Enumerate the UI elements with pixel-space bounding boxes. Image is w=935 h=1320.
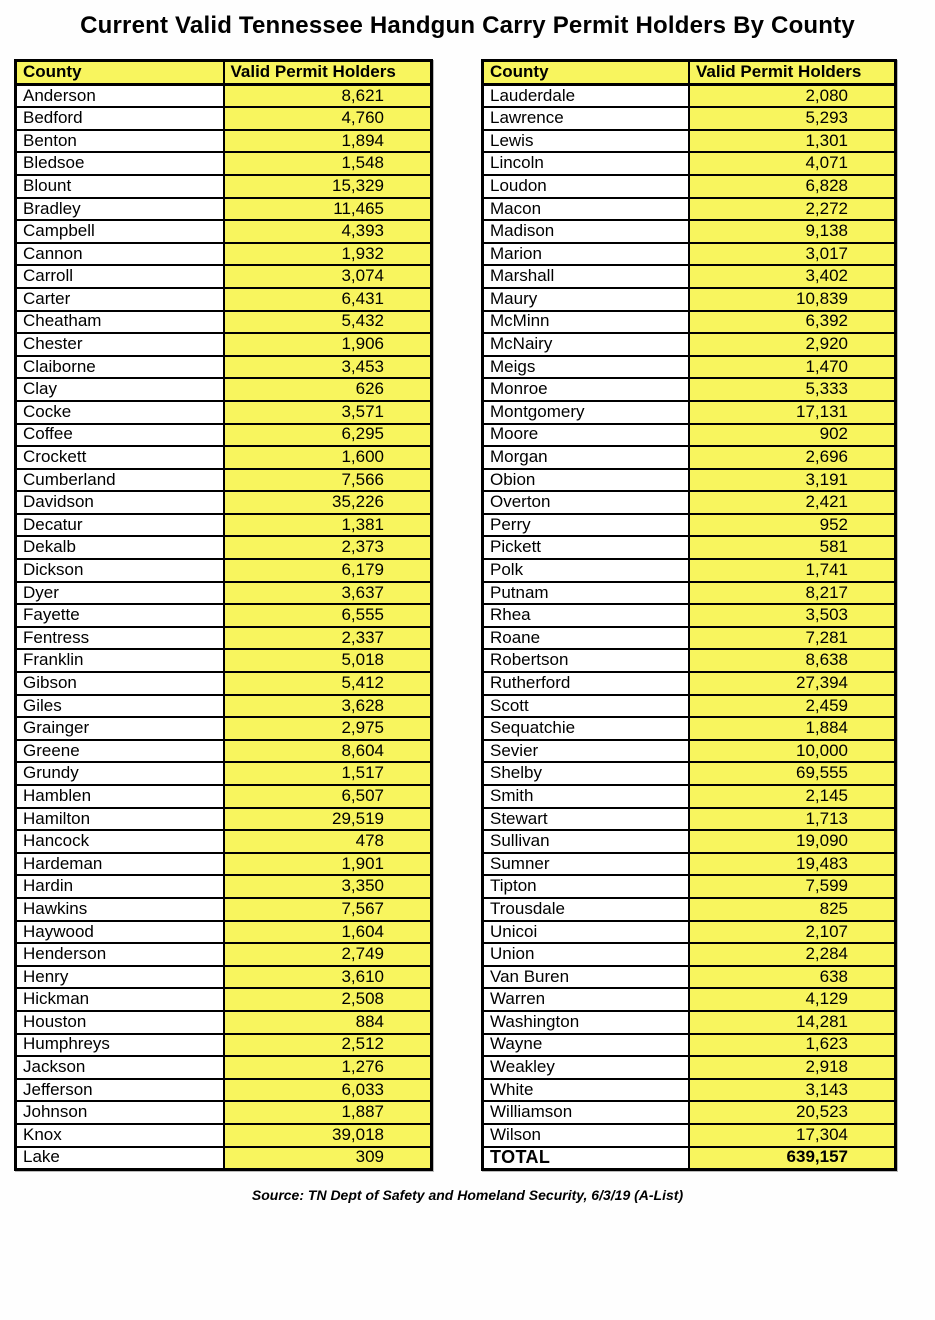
table-row [16, 288, 432, 311]
permit-count-cell: 581 [689, 536, 896, 559]
permit-count-cell: 1,301 [689, 130, 896, 153]
county-name-cell: Marshall [483, 265, 690, 288]
table-row [483, 311, 896, 334]
county-name-cell: Monroe [483, 378, 690, 401]
table-row [483, 1079, 896, 1102]
permit-count-cell: 309 [224, 1147, 432, 1170]
county-name-cell: Humphreys [16, 1034, 224, 1057]
table-row [483, 1124, 896, 1147]
permit-count-cell: 9,138 [689, 220, 896, 243]
permit-count-cell: 4,071 [689, 152, 896, 175]
permit-count-cell: 2,696 [689, 446, 896, 469]
permit-count-cell: 2,749 [224, 943, 432, 966]
county-name-cell: Macon [483, 198, 690, 221]
table-row [483, 84, 896, 107]
county-name-cell: Lake [16, 1147, 224, 1170]
county-name-cell: Hamblen [16, 785, 224, 808]
table-row [483, 333, 896, 356]
permit-count-cell: 4,760 [224, 107, 432, 130]
county-name-cell: Putnam [483, 582, 690, 605]
county-name-cell: Moore [483, 424, 690, 447]
permit-count-cell: 2,459 [689, 695, 896, 718]
table-row [16, 559, 432, 582]
county-name-cell: Knox [16, 1124, 224, 1147]
table-row [483, 582, 896, 605]
table-row [16, 830, 432, 853]
county-name-cell: Dekalb [16, 536, 224, 559]
county-name-cell: Cannon [16, 243, 224, 266]
county-name-cell: Hancock [16, 830, 224, 853]
permit-count-cell: 17,304 [689, 1124, 896, 1147]
table-row [16, 536, 432, 559]
permit-count-cell: 8,621 [224, 84, 432, 107]
table-row [16, 695, 432, 718]
table-row [16, 604, 432, 627]
county-name-cell: Blount [16, 175, 224, 198]
table-row [483, 830, 896, 853]
table-row [483, 152, 896, 175]
table-row [483, 378, 896, 401]
permit-count-cell: 2,918 [689, 1056, 896, 1079]
county-name-cell: Rhea [483, 604, 690, 627]
table-row [16, 265, 432, 288]
table-row [483, 740, 896, 763]
county-name-cell: Bledsoe [16, 152, 224, 175]
permit-count-cell: 2,920 [689, 333, 896, 356]
table-row [16, 175, 432, 198]
column-header-permits: Valid Permit Holders [224, 61, 432, 85]
county-name-cell: Smith [483, 785, 690, 808]
permit-count-cell: 2,284 [689, 943, 896, 966]
permit-count-cell: 2,512 [224, 1034, 432, 1057]
table-row [483, 1011, 896, 1034]
county-name-cell: Stewart [483, 808, 690, 831]
permit-count-cell: 2,145 [689, 785, 896, 808]
permit-count-cell: 5,333 [689, 378, 896, 401]
county-name-cell: Cumberland [16, 469, 224, 492]
permit-count-cell: 7,599 [689, 875, 896, 898]
permit-count-cell: 2,508 [224, 988, 432, 1011]
table-row [483, 966, 896, 989]
county-name-cell: Meigs [483, 356, 690, 379]
tables-container [0, 59, 935, 1171]
permit-count-cell: 2,373 [224, 536, 432, 559]
permit-table-right [481, 59, 897, 1171]
table-row [483, 198, 896, 221]
county-name-cell: Polk [483, 559, 690, 582]
permit-count-cell: 3,610 [224, 966, 432, 989]
permit-count-cell: 3,143 [689, 1079, 896, 1102]
table-row [16, 84, 432, 107]
county-name-cell: Cheatham [16, 311, 224, 334]
county-name-cell: Benton [16, 130, 224, 153]
county-name-cell: Weakley [483, 1056, 690, 1079]
table-row [16, 469, 432, 492]
county-name-cell: Davidson [16, 491, 224, 514]
column-header-county: County [483, 61, 690, 85]
table-row [16, 491, 432, 514]
permit-count-cell: 1,713 [689, 808, 896, 831]
county-name-cell: Henry [16, 966, 224, 989]
table-row [16, 627, 432, 650]
county-name-cell: Morgan [483, 446, 690, 469]
table-row [16, 107, 432, 130]
page-title: Current Valid Tennessee Handgun Carry Permit Holders By County [80, 12, 855, 39]
column-header-permits: Valid Permit Holders [689, 61, 896, 85]
table-row [16, 446, 432, 469]
county-name-cell: Sequatchie [483, 717, 690, 740]
permit-count-cell: 3,503 [689, 604, 896, 627]
county-name-cell: Johnson [16, 1101, 224, 1124]
permit-count-cell: 5,412 [224, 672, 432, 695]
table-row [16, 785, 432, 808]
permit-count-cell: 19,090 [689, 830, 896, 853]
county-name-cell: Warren [483, 988, 690, 1011]
county-name-cell: Chester [16, 333, 224, 356]
table-row [483, 853, 896, 876]
table-row [483, 808, 896, 831]
table-row [483, 401, 896, 424]
county-name-cell: Hawkins [16, 898, 224, 921]
table-row [483, 130, 896, 153]
table-row [16, 356, 432, 379]
permit-count-cell: 6,507 [224, 785, 432, 808]
permit-count-cell: 8,604 [224, 740, 432, 763]
permit-count-cell: 20,523 [689, 1101, 896, 1124]
permit-count-cell: 478 [224, 830, 432, 853]
permit-count-cell: 638 [689, 966, 896, 989]
county-name-cell: Jackson [16, 1056, 224, 1079]
county-name-cell: Perry [483, 514, 690, 537]
table-row [483, 220, 896, 243]
permit-count-cell: 3,571 [224, 401, 432, 424]
county-name-cell: Henderson [16, 943, 224, 966]
total-value-cell: 639,157 [689, 1147, 896, 1170]
table-row [483, 604, 896, 627]
permit-count-cell: 3,074 [224, 265, 432, 288]
table-row [16, 1056, 432, 1079]
county-name-cell: Crockett [16, 446, 224, 469]
permit-count-cell: 69,555 [689, 762, 896, 785]
table-row [483, 288, 896, 311]
county-name-cell: Pickett [483, 536, 690, 559]
county-name-cell: Clay [16, 378, 224, 401]
table-row [483, 695, 896, 718]
county-name-cell: Fentress [16, 627, 224, 650]
table-row [483, 1034, 896, 1057]
county-name-cell: Lawrence [483, 107, 690, 130]
table-row [16, 333, 432, 356]
county-name-cell: Franklin [16, 649, 224, 672]
permit-count-cell: 3,191 [689, 469, 896, 492]
permit-count-cell: 39,018 [224, 1124, 432, 1147]
county-name-cell: Tipton [483, 875, 690, 898]
county-name-cell: Cocke [16, 401, 224, 424]
permit-count-cell: 3,350 [224, 875, 432, 898]
table-row [16, 740, 432, 763]
permit-count-cell: 17,131 [689, 401, 896, 424]
table-row [16, 311, 432, 334]
table-row [16, 808, 432, 831]
county-name-cell: Dickson [16, 559, 224, 582]
permit-count-cell: 7,566 [224, 469, 432, 492]
table-row [16, 943, 432, 966]
table-row [483, 424, 896, 447]
table-row [16, 875, 432, 898]
table-row [16, 1011, 432, 1034]
permit-count-cell: 10,000 [689, 740, 896, 763]
permit-count-cell: 1,741 [689, 559, 896, 582]
header-row [483, 61, 896, 85]
permit-count-cell: 4,129 [689, 988, 896, 1011]
permit-count-cell: 3,637 [224, 582, 432, 605]
permit-count-cell: 4,393 [224, 220, 432, 243]
permit-count-cell: 1,470 [689, 356, 896, 379]
county-name-cell: Carter [16, 288, 224, 311]
county-name-cell: Overton [483, 491, 690, 514]
table-row [483, 536, 896, 559]
permit-count-cell: 952 [689, 514, 896, 537]
county-name-cell: Hardeman [16, 853, 224, 876]
permit-count-cell: 1,932 [224, 243, 432, 266]
county-name-cell: Obion [483, 469, 690, 492]
table-row [16, 378, 432, 401]
permit-count-cell: 5,432 [224, 311, 432, 334]
table-row [16, 966, 432, 989]
permit-count-cell: 15,329 [224, 175, 432, 198]
table-row [16, 1079, 432, 1102]
table-row [16, 130, 432, 153]
county-name-cell: Roane [483, 627, 690, 650]
table-row [16, 1147, 432, 1170]
permit-count-cell: 6,431 [224, 288, 432, 311]
permit-table-left [14, 59, 433, 1171]
county-name-cell: Anderson [16, 84, 224, 107]
table-row [483, 469, 896, 492]
permit-count-cell: 1,887 [224, 1101, 432, 1124]
table-row [483, 762, 896, 785]
permit-count-cell: 19,483 [689, 853, 896, 876]
county-name-cell: McNairy [483, 333, 690, 356]
county-name-cell: Williamson [483, 1101, 690, 1124]
county-name-cell: White [483, 1079, 690, 1102]
table-row [16, 220, 432, 243]
table-row [483, 446, 896, 469]
table-row [483, 672, 896, 695]
table-row [16, 243, 432, 266]
county-name-cell: Robertson [483, 649, 690, 672]
table-row [483, 559, 896, 582]
total-row [483, 1147, 896, 1170]
permit-count-cell: 1,906 [224, 333, 432, 356]
source-note: Source: TN Dept of Safety and Homeland Security, 6/3/19 (A-List) [251, 1187, 684, 1204]
county-name-cell: Jefferson [16, 1079, 224, 1102]
table-row [483, 649, 896, 672]
permit-count-cell: 2,337 [224, 627, 432, 650]
permit-count-cell: 6,033 [224, 1079, 432, 1102]
permit-count-cell: 6,555 [224, 604, 432, 627]
county-name-cell: Lincoln [483, 152, 690, 175]
county-name-cell: Wilson [483, 1124, 690, 1147]
permit-count-cell: 8,638 [689, 649, 896, 672]
permit-count-cell: 1,517 [224, 762, 432, 785]
county-name-cell: McMinn [483, 311, 690, 334]
permit-count-cell: 7,567 [224, 898, 432, 921]
permit-count-cell: 35,226 [224, 491, 432, 514]
table-row [16, 1101, 432, 1124]
county-name-cell: Giles [16, 695, 224, 718]
table-row [16, 921, 432, 944]
county-name-cell: Washington [483, 1011, 690, 1034]
county-name-cell: Sumner [483, 853, 690, 876]
permit-count-cell: 6,295 [224, 424, 432, 447]
table-row [16, 152, 432, 175]
permit-count-cell: 825 [689, 898, 896, 921]
table-row [483, 988, 896, 1011]
permit-count-cell: 3,628 [224, 695, 432, 718]
permit-count-cell: 884 [224, 1011, 432, 1034]
table-row [483, 875, 896, 898]
county-name-cell: Gibson [16, 672, 224, 695]
permit-count-cell: 1,623 [689, 1034, 896, 1057]
county-name-cell: Union [483, 943, 690, 966]
table-row [16, 853, 432, 876]
table-row [483, 243, 896, 266]
table-row [16, 672, 432, 695]
table-row [483, 1056, 896, 1079]
table-row [16, 898, 432, 921]
permit-count-cell: 2,272 [689, 198, 896, 221]
county-name-cell: Unicoi [483, 921, 690, 944]
permit-count-cell: 8,217 [689, 582, 896, 605]
table-row [483, 1101, 896, 1124]
table-row [16, 762, 432, 785]
county-name-cell: Lewis [483, 130, 690, 153]
county-name-cell: Coffee [16, 424, 224, 447]
permit-count-cell: 1,604 [224, 921, 432, 944]
county-name-cell: Scott [483, 695, 690, 718]
permit-count-cell: 2,975 [224, 717, 432, 740]
permit-count-cell: 2,080 [689, 84, 896, 107]
county-name-cell: Marion [483, 243, 690, 266]
table-row [16, 401, 432, 424]
permit-count-cell: 5,018 [224, 649, 432, 672]
county-name-cell: Claiborne [16, 356, 224, 379]
table-row [483, 356, 896, 379]
table-row [483, 921, 896, 944]
permit-count-cell: 1,548 [224, 152, 432, 175]
permit-count-cell: 1,381 [224, 514, 432, 537]
county-name-cell: Loudon [483, 175, 690, 198]
county-name-cell: Haywood [16, 921, 224, 944]
permit-count-cell: 6,828 [689, 175, 896, 198]
county-name-cell: Bedford [16, 107, 224, 130]
table-row [483, 943, 896, 966]
permit-count-cell: 3,017 [689, 243, 896, 266]
permit-count-cell: 29,519 [224, 808, 432, 831]
permit-count-cell: 1,901 [224, 853, 432, 876]
table-row [483, 627, 896, 650]
table-row [483, 898, 896, 921]
county-name-cell: Trousdale [483, 898, 690, 921]
county-name-cell: Bradley [16, 198, 224, 221]
county-name-cell: Rutherford [483, 672, 690, 695]
county-name-cell: Hardin [16, 875, 224, 898]
column-header-county: County [16, 61, 224, 85]
county-name-cell: Grainger [16, 717, 224, 740]
table-row [16, 582, 432, 605]
county-name-cell: Hickman [16, 988, 224, 1011]
county-name-cell: Montgomery [483, 401, 690, 424]
permit-count-cell: 2,107 [689, 921, 896, 944]
table-row [483, 491, 896, 514]
table-row [483, 514, 896, 537]
permit-count-cell: 6,392 [689, 311, 896, 334]
permit-count-cell: 1,894 [224, 130, 432, 153]
total-label-cell: TOTAL [483, 1147, 690, 1170]
table-row [16, 988, 432, 1011]
county-name-cell: Sullivan [483, 830, 690, 853]
table-row [16, 649, 432, 672]
permit-count-cell: 14,281 [689, 1011, 896, 1034]
county-name-cell: Grundy [16, 762, 224, 785]
permit-count-cell: 3,453 [224, 356, 432, 379]
county-name-cell: Carroll [16, 265, 224, 288]
table-row [483, 265, 896, 288]
table-row [483, 107, 896, 130]
county-name-cell: Greene [16, 740, 224, 763]
permit-count-cell: 1,276 [224, 1056, 432, 1079]
county-name-cell: Wayne [483, 1034, 690, 1057]
county-name-cell: Houston [16, 1011, 224, 1034]
county-name-cell: Campbell [16, 220, 224, 243]
table-row [16, 1124, 432, 1147]
permit-count-cell: 6,179 [224, 559, 432, 582]
permit-count-cell: 7,281 [689, 627, 896, 650]
county-name-cell: Maury [483, 288, 690, 311]
table-row [16, 1034, 432, 1057]
permit-count-cell: 2,421 [689, 491, 896, 514]
county-name-cell: Dyer [16, 582, 224, 605]
permit-count-cell: 5,293 [689, 107, 896, 130]
header-row [16, 61, 432, 85]
permit-count-cell: 11,465 [224, 198, 432, 221]
table-row [483, 175, 896, 198]
permit-count-cell: 1,600 [224, 446, 432, 469]
table-row [483, 717, 896, 740]
permit-count-cell: 27,394 [689, 672, 896, 695]
county-name-cell: Shelby [483, 762, 690, 785]
county-name-cell: Van Buren [483, 966, 690, 989]
county-name-cell: Fayette [16, 604, 224, 627]
table-row [16, 717, 432, 740]
permit-count-cell: 3,402 [689, 265, 896, 288]
table-row [16, 514, 432, 537]
table-row [16, 198, 432, 221]
permit-count-cell: 10,839 [689, 288, 896, 311]
table-row [16, 424, 432, 447]
permit-count-cell: 1,884 [689, 717, 896, 740]
county-name-cell: Lauderdale [483, 84, 690, 107]
permit-count-cell: 626 [224, 378, 432, 401]
table-row [483, 785, 896, 808]
county-name-cell: Sevier [483, 740, 690, 763]
county-name-cell: Hamilton [16, 808, 224, 831]
county-name-cell: Madison [483, 220, 690, 243]
county-name-cell: Decatur [16, 514, 224, 537]
permit-count-cell: 902 [689, 424, 896, 447]
